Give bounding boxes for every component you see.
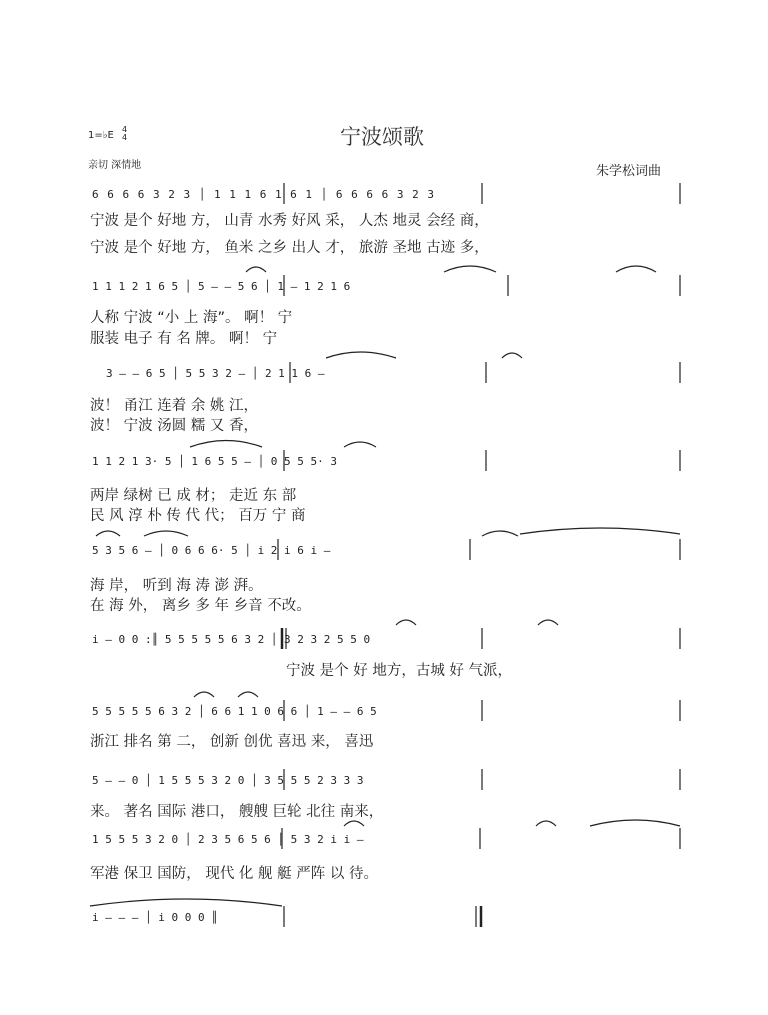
- lyric-row-5-verse-1: 海 岸， 听到 海 涛 澎 湃。: [90, 578, 263, 594]
- lyric-row-2-verse-1: 人称 宁波 “小 上 海”。 啊！ 宁: [90, 310, 293, 326]
- notation-row-4: 1 1 2 1 3· 5 │ 1 6 5 5 – │ 0 5 5 5· 3: [92, 455, 338, 468]
- tempo-marking: 亲切 深情地: [88, 160, 142, 171]
- lyric-row-6: 宁波 是个 好 地方，古城 好 气派，: [286, 663, 513, 679]
- author-credit: 朱学松词曲: [596, 164, 662, 179]
- lyric-row-7: 浙江 排名 第 二， 创新 创优 喜迅 来， 喜迅: [90, 734, 374, 750]
- notation-row-10: i – – – │ i 0 0 0 ║: [92, 911, 218, 924]
- notation-row-5: 5 3 5 6 – │ 0 6 6 6· 5 │ i 2 i 6 i –: [92, 544, 331, 557]
- lyric-row-4-verse-2: 民 风 淳 朴 传 代 代； 百万 宁 商: [90, 508, 306, 524]
- notation-row-1: 6 6 6 6 3 2 3 │ 1 1 1 6 1 6 1 │ 6 6 6 6 3 2 3: [92, 188, 435, 201]
- lyric-row-2-verse-2: 服装 电子 有 名 牌。 啊！ 宁: [90, 331, 278, 347]
- time-signature-bottom: 4: [122, 133, 128, 142]
- notation-row-3: 3 – – 6 5 │ 5 5 3 2 – │ 2 1 1 6 –: [106, 367, 325, 380]
- lyric-row-5-verse-2: 在 海 外， 离乡 多 年 乡音 不改。: [90, 598, 311, 614]
- notation-row-7: 5 5 5 5 5 6 3 2 │ 6 6 1 1 0 6 6 │ 1 – – 6 5: [92, 705, 377, 718]
- notation-row-9: 1 5 5 5 3 2 0 │ 2 3 5 6 5 6 │ 5 3 2 i i –: [92, 833, 364, 846]
- notation-row-6: i – 0 0 :║ 5 5 5 5 5 6 3 2 │ 3 2 3 2 5 5 0: [92, 633, 371, 646]
- lyric-row-3-verse-1: 波！ 甬江 连着 余 姚 江，: [90, 398, 259, 414]
- lyric-row-4-verse-1: 两岸 绿树 已 成 材； 走近 东 部: [90, 488, 297, 504]
- lyric-row-1-verse-2: 宁波 是个 好地 方， 鱼米 之乡 出人 才， 旅游 圣地 古迹 多，: [90, 240, 489, 256]
- notation-row-8: 5 – – 0 │ 1 5 5 5 3 2 0 │ 3 5 5 5 2 3 3 3: [92, 774, 364, 787]
- key-signature: 1=♭E: [88, 130, 114, 141]
- lyric-row-8: 来。 著名 国际 港口， 艘艘 巨轮 北往 南来，: [90, 804, 384, 820]
- time-signature-top: 4: [122, 125, 128, 134]
- lyric-row-3-verse-2: 波！ 宁波 汤圆 糯 又 香，: [90, 418, 259, 434]
- lyric-row-1-verse-1: 宁波 是个 好地 方， 山青 水秀 好风 采， 人杰 地灵 会经 商，: [90, 213, 489, 229]
- notation-row-2: 1 1 1 2 1 6 5 │ 5 – – 5 6 │ 1 – 1 2 1 6: [92, 280, 351, 293]
- song-title: 宁波颂歌: [340, 125, 424, 149]
- lyric-row-9: 军港 保卫 国防， 现代 化 舰 艇 严阵 以 待。: [90, 866, 378, 882]
